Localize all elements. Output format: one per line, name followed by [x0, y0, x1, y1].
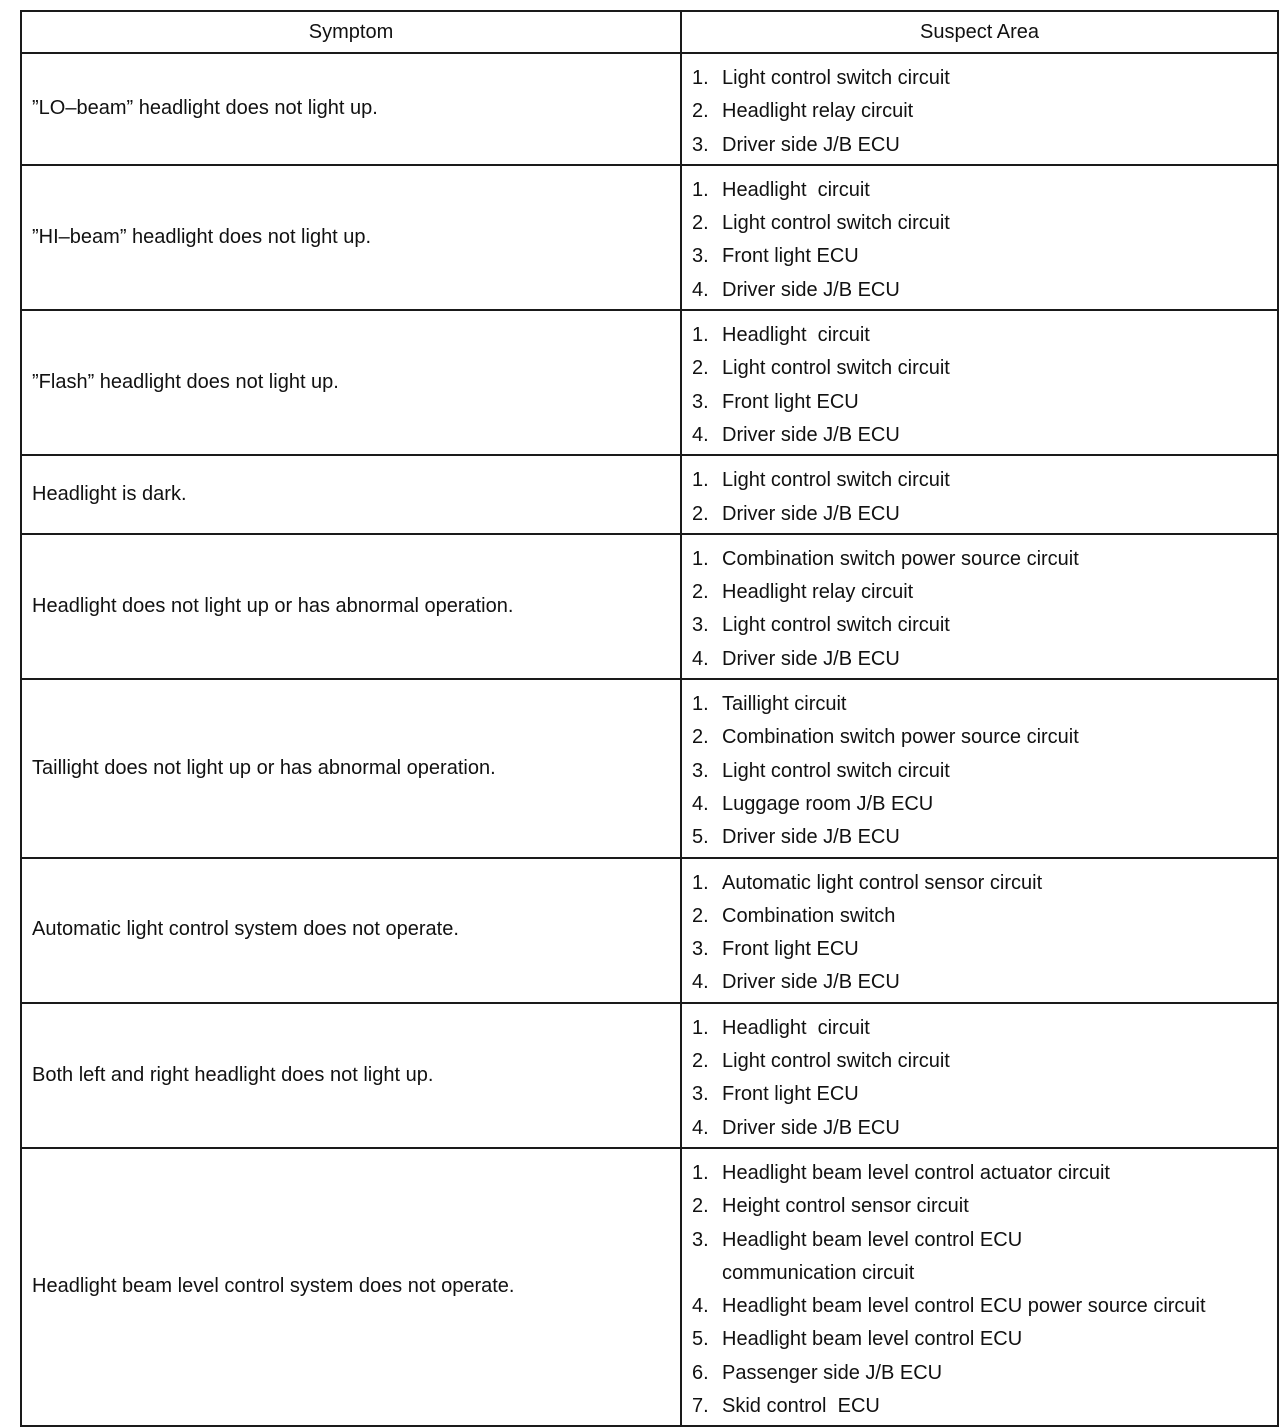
- item-text: Driver side J/B ECU: [722, 647, 900, 670]
- suspect-area-item: [692, 900, 1277, 933]
- item-text: Front light ECU: [722, 245, 859, 268]
- item-number: 5.: [692, 826, 709, 849]
- suspect-area-cell: [681, 679, 1278, 857]
- item-text: Light control switch circuit: [722, 357, 950, 380]
- suspect-area-list: [692, 543, 1277, 676]
- item-text: Driver side J/B ECU: [722, 133, 900, 156]
- suspect-area-cell: [681, 858, 1278, 1003]
- item-number: 4.: [692, 792, 709, 815]
- symptom-cell: Both left and right headlight does not light up.: [21, 1003, 681, 1148]
- item-text: Light control switch circuit: [722, 614, 950, 637]
- item-text: Headlight beam level control actuator circuit: [722, 1161, 1110, 1184]
- item-text: Headlight circuit: [722, 324, 870, 347]
- item-number: 3.: [692, 1228, 709, 1251]
- item-number: 3.: [692, 390, 709, 413]
- item-number: 1.: [692, 1161, 709, 1184]
- symptom-cell: ”HI–beam” headlight does not light up.: [21, 165, 681, 310]
- item-number: 1.: [692, 178, 709, 201]
- suspect-area-list: [692, 1157, 1277, 1423]
- suspect-area-cell: [681, 165, 1278, 310]
- suspect-area-item: [692, 1357, 1277, 1390]
- suspect-area-item: [692, 174, 1277, 207]
- item-text: Driver side J/B ECU: [722, 423, 900, 446]
- table-row: [21, 455, 1278, 534]
- item-number: 2.: [692, 581, 709, 604]
- suspect-area-item: [692, 129, 1277, 162]
- suspect-area-list: [692, 464, 1277, 531]
- symptom-cell: Headlight does not light up or has abnormal operation.: [21, 534, 681, 679]
- item-number: 4.: [692, 647, 709, 670]
- item-number: 2.: [692, 904, 709, 927]
- item-text: Light control switch circuit: [722, 759, 950, 782]
- symptom-cell: Automatic light control system does not operate.: [21, 858, 681, 1003]
- suspect-area-item: [692, 240, 1277, 273]
- suspect-area-item: [692, 788, 1277, 821]
- item-text: Headlight beam level control ECU communication circuit: [722, 1228, 1023, 1284]
- suspect-area-cell: [681, 53, 1278, 165]
- item-number: 4.: [692, 423, 709, 446]
- suspect-area-item: [692, 274, 1277, 307]
- item-text: Light control switch circuit: [722, 1050, 950, 1073]
- item-number: 1.: [692, 67, 709, 89]
- item-text: Automatic light control sensor circuit: [722, 871, 1043, 894]
- table-row: [21, 53, 1278, 165]
- item-text: Headlight circuit: [722, 178, 870, 201]
- item-text: Headlight beam level control ECU power source circuit: [722, 1295, 1206, 1318]
- suspect-area-item: [692, 933, 1277, 966]
- suspect-area-item: [692, 464, 1277, 497]
- item-text: Height control sensor circuit: [722, 1195, 969, 1218]
- suspect-area-item: [692, 95, 1277, 128]
- suspect-area-item: [692, 1323, 1277, 1356]
- suspect-area-item: [692, 1190, 1277, 1223]
- table-row: [21, 679, 1278, 857]
- item-number: 1.: [692, 324, 709, 347]
- suspect-area-list: [692, 1012, 1277, 1145]
- suspect-area-cell: [681, 534, 1278, 679]
- suspect-area-list: [692, 174, 1277, 307]
- table-row: [21, 310, 1278, 455]
- suspect-area-item: [692, 1012, 1277, 1045]
- item-number: 3.: [692, 245, 709, 268]
- item-number: 1.: [692, 1016, 709, 1039]
- item-text: Light control switch circuit: [722, 212, 950, 235]
- header-row: [21, 11, 1278, 53]
- suspect-area-item: [692, 643, 1277, 676]
- table-row: [21, 1003, 1278, 1148]
- suspect-area-header: Suspect Area: [681, 11, 1278, 53]
- item-number: 2.: [692, 1195, 709, 1218]
- suspect-area-item: [692, 1112, 1277, 1145]
- item-number: 4.: [692, 1295, 709, 1318]
- suspect-area-item: [692, 62, 1277, 95]
- item-number: 7.: [692, 1394, 709, 1417]
- item-text: Driver side J/B ECU: [722, 826, 900, 849]
- symptom-cell: Headlight beam level control system does not operate.: [21, 1148, 681, 1426]
- suspect-area-item: [692, 821, 1277, 854]
- item-text: Light control switch circuit: [722, 469, 950, 492]
- item-text: Headlight relay circuit: [722, 100, 914, 123]
- table-row: [21, 858, 1278, 1003]
- suspect-area-item: [692, 1224, 1277, 1291]
- item-number: 2.: [692, 726, 709, 749]
- item-number: 2.: [692, 100, 709, 123]
- suspect-area-item: [692, 319, 1277, 352]
- symptom-header: Symptom: [21, 11, 681, 53]
- item-number: 1.: [692, 693, 709, 716]
- item-text: Headlight beam level control ECU: [722, 1328, 1023, 1351]
- symptom-cell: ”Flash” headlight does not light up.: [21, 310, 681, 455]
- item-text: Driver side J/B ECU: [722, 278, 900, 301]
- table-row: [21, 1148, 1278, 1426]
- suspect-area-item: [692, 1157, 1277, 1190]
- item-text: Passenger side J/B ECU: [722, 1361, 943, 1384]
- item-text: Driver side J/B ECU: [722, 1116, 900, 1139]
- suspect-area-item: [692, 867, 1277, 900]
- item-text: Driver side J/B ECU: [722, 502, 900, 525]
- suspect-area-cell: [681, 1003, 1278, 1148]
- item-text: Luggage room J/B ECU: [722, 792, 934, 815]
- suspect-area-item: [692, 1290, 1277, 1323]
- item-number: 6.: [692, 1361, 709, 1384]
- item-number: 3.: [692, 1083, 709, 1106]
- symptom-cell: Headlight is dark.: [21, 455, 681, 534]
- item-text: Combination switch power source circuit: [722, 726, 1079, 749]
- item-number: 3.: [692, 614, 709, 637]
- suspect-area-item: [692, 543, 1277, 576]
- item-number: 2.: [692, 212, 709, 235]
- suspect-area-list: [692, 688, 1277, 854]
- suspect-area-item: [692, 609, 1277, 642]
- suspect-area-item: [692, 1045, 1277, 1078]
- item-text: Light control switch circuit: [722, 67, 950, 89]
- suspect-area-cell: [681, 1148, 1278, 1426]
- item-number: 4.: [692, 971, 709, 994]
- table-row: [21, 534, 1278, 679]
- symptom-cell: ”LO–beam” headlight does not light up.: [21, 53, 681, 165]
- item-number: 3.: [692, 938, 709, 961]
- item-text: Combination switch: [722, 904, 896, 927]
- suspect-area-list: [692, 62, 1277, 162]
- item-text: Front light ECU: [722, 390, 859, 413]
- item-number: 5.: [692, 1328, 709, 1351]
- item-number: 3.: [692, 133, 709, 156]
- suspect-area-item: [692, 755, 1277, 788]
- suspect-area-item: [692, 1078, 1277, 1111]
- suspect-area-cell: [681, 310, 1278, 455]
- suspect-area-item: [692, 1390, 1277, 1423]
- table-row: [21, 165, 1278, 310]
- item-text: Skid control ECU: [722, 1394, 880, 1417]
- suspect-area-list: [692, 319, 1277, 452]
- item-number: 2.: [692, 1050, 709, 1073]
- symptom-cell: Taillight does not light up or has abnormal operation.: [21, 679, 681, 857]
- item-number: 3.: [692, 759, 709, 782]
- item-number: 4.: [692, 278, 709, 301]
- suspect-area-item: [692, 498, 1277, 531]
- item-text: Front light ECU: [722, 1083, 859, 1106]
- problem-symptoms-table: [20, 10, 1279, 1427]
- suspect-area-item: [692, 386, 1277, 419]
- item-number: 1.: [692, 547, 709, 570]
- suspect-area-list: [692, 867, 1277, 1000]
- item-text: Headlight circuit: [722, 1016, 870, 1039]
- suspect-area-item: [692, 688, 1277, 721]
- suspect-area-item: [692, 721, 1277, 754]
- item-text: Taillight circuit: [722, 693, 847, 716]
- item-text: Headlight relay circuit: [722, 581, 914, 604]
- suspect-area-item: [692, 576, 1277, 609]
- item-number: 1.: [692, 871, 709, 894]
- item-number: 4.: [692, 1116, 709, 1139]
- table-body: [21, 53, 1278, 1426]
- suspect-area-item: [692, 207, 1277, 240]
- item-text: Front light ECU: [722, 938, 859, 961]
- suspect-area-item: [692, 966, 1277, 999]
- suspect-area-item: [692, 419, 1277, 452]
- item-number: 2.: [692, 502, 709, 525]
- suspect-area-item: [692, 352, 1277, 385]
- item-number: 1.: [692, 469, 709, 492]
- suspect-area-cell: [681, 455, 1278, 534]
- item-text: Driver side J/B ECU: [722, 971, 900, 994]
- item-number: 2.: [692, 357, 709, 380]
- item-text: Combination switch power source circuit: [722, 547, 1079, 570]
